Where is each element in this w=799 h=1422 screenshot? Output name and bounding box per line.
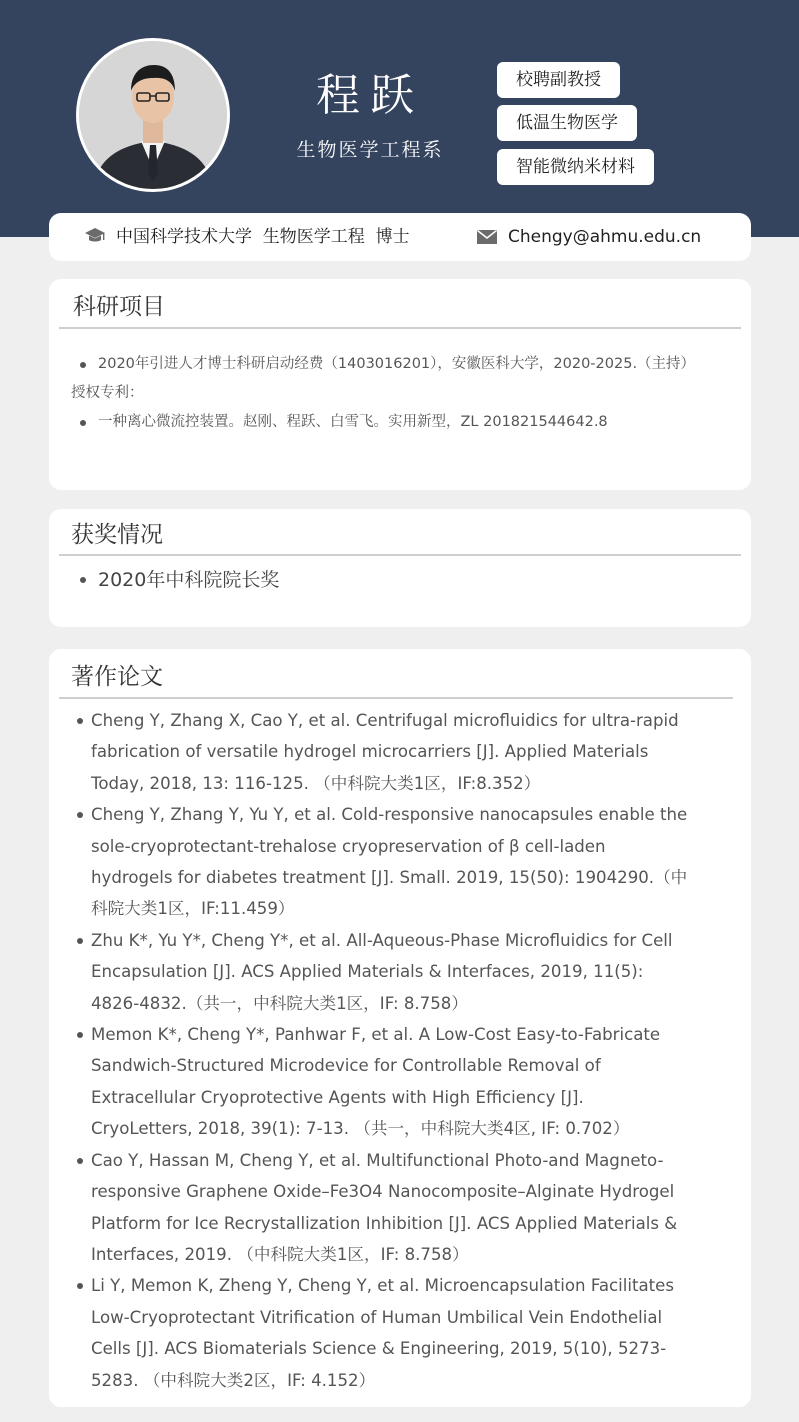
graduation-cap-icon [84,227,106,245]
section-title: 获奖情况 [71,522,163,548]
section-title: 科研项目 [73,294,165,320]
list-item: Cheng Y, Zhang Y, Yu Y, et al. Cold-responsive nanocapsules enable the sole-cryoprotectant-trehalose cryopreservation of β cell-laden hydrogels for diabetes treatment [J]. Small. 2019, 15(50): 1904290.（中科院大类1区，IF:11.459） [71,799,689,925]
papers-card [49,649,751,1407]
awards-body [71,564,721,596]
research-card [49,279,751,490]
list-item: 2020年中科院院长奖 [71,564,721,596]
papers-body [71,705,689,1396]
section-divider [59,697,733,699]
envelope-icon [476,229,498,245]
profile-name: 程跃 [316,70,424,121]
education-info [84,213,410,261]
list-item: 一种离心微流控装置。赵刚、程跃、白雪飞。实用新型，ZL 201821544642.8 [71,408,721,437]
education-text: 中国科学技术大学 生物医学工程 博士 [116,227,410,247]
patent-label: 授权专利： [71,385,144,401]
profile-department: 生物医学工程系 [296,139,444,161]
research-body [71,350,721,437]
list-item: Li Y, Memon K, Zheng Y, Cheng Y, et al. Microencapsulation Facilitates Low-Cryoprotectant Vitrification of Human Umbilical Vein Endothelial Cells [J]. ACS Biomaterials Science & Engineering, 2019, 5(10), 5273-5283. （中科院大类2区，IF: 4.152） [71,1270,689,1396]
email-info [476,213,701,261]
tag-field: 低温生物医学 [497,105,637,141]
section-divider [59,327,741,329]
contact-card [49,213,751,261]
list-item: Memon K*, Cheng Y*, Panhwar F, et al. A Low-Cost Easy-to-Fabricate Sandwich-Structured Microdevice for Controllable Removal of Extracellular Cryoprotective Agents with High Efficiency [J]. CryoLetters, 2018, 39(1): 7-13. （共一，中科院大类4区, IF: 0.702） [71,1019,689,1145]
list-item: Cheng Y, Zhang X, Cao Y, et al. Centrifugal microfluidics for ultra-rapid fabrication of versatile hydrogel microcarriers [J]. Applied Materials Today, 2018, 13: 116-125. （中科院大类1区，IF:8.352） [71,705,689,799]
tag-title: 校聘副教授 [497,62,620,98]
list-item: Cao Y, Hassan M, Cheng Y, et al. Multifunctional Photo-and Magneto-responsive Graphene Oxide–Fe3O4 Nanocomposite–Alginate Hydrogel Platform for Ice Recrystallization Inhibition [J]. ACS Applied Materials & Interfaces, 2019. （中科院大类1区，IF: 8.758） [71,1145,689,1271]
list-item: Zhu K*, Yu Y*, Cheng Y*, et al. All-Aqueous-Phase Microfluidics for Cell Encapsulation [J]. ACS Applied Materials & Interfaces, 2019, 11(5): 4826-4832.（共一，中科院大类1区，IF: 8.758） [71,925,689,1019]
tag-research: 智能微纳米材料 [497,149,654,185]
avatar [76,38,230,192]
list-item: 2020年引进人才博士科研启动经费（1403016201），安徽医科大学，2020-2025.（主持） [71,350,721,379]
awards-card [49,509,751,627]
section-title: 著作论文 [71,664,163,690]
email-link[interactable]: Chengy@ahmu.edu.cn [508,227,702,247]
section-divider [59,554,741,556]
